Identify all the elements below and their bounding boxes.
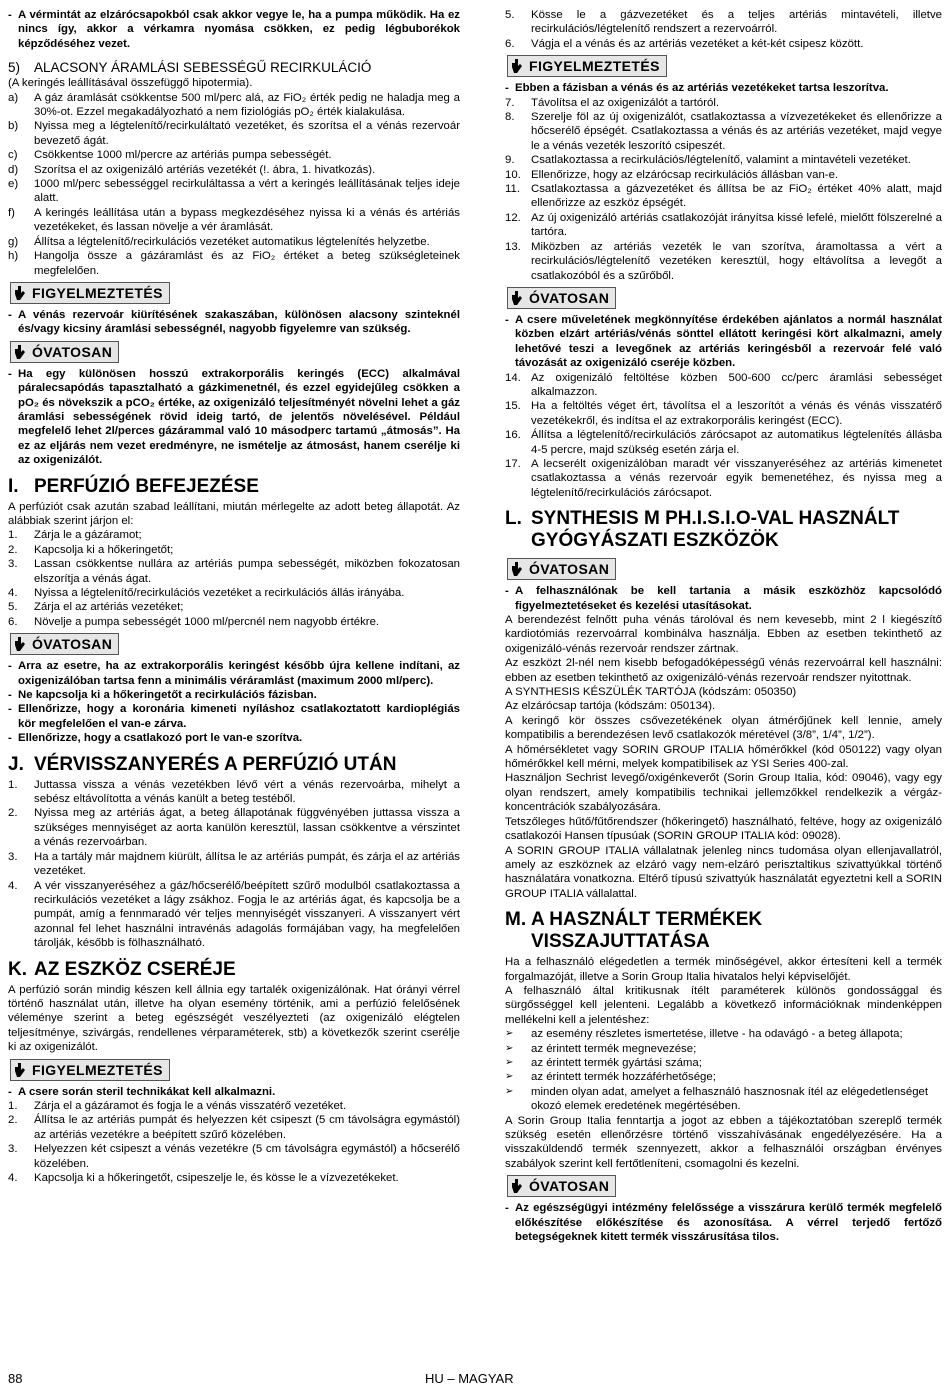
warning-text: - A vénás rezervoár kiürítésének szakaszában, különösen alacsony szinteknél és/vagy kicsiny áramlási sebességnél, nagyobb figyelemre van szükség.	[8, 308, 460, 336]
warning-text: - Ebben a fázisban a vénás és az artériás vezetékeket tartsa leszorítva.	[505, 82, 889, 95]
arrow-bullet-icon: ➢	[505, 1071, 514, 1083]
section-i-list	[8, 528, 460, 629]
list-item: a) A gáz áramlását csökkentse 500 ml/perc alá, az FiO₂ érték pedig ne haladja meg a 30%-ot. Ezzel megakadályozható a nem fiziológiás pO₂ érték kialakulása.	[8, 91, 460, 119]
caution-box: ÓVATOSAN	[507, 287, 616, 309]
list-item: ➢ az érintett termék gyártási száma;	[505, 1056, 702, 1069]
list-item: 2. Nyissa meg az artériás ágat, a beteg állapotának függvényében juttassa vissza a szükséges mennyiséget az aorta kanülön keresztül, lassan csökkentve a vérszintet a vénás rezervoárban.	[8, 807, 460, 849]
section-k-list	[8, 1099, 460, 1185]
caution-item: - Ne kapcsolja ki a hőkeringetőt a recirkulációs fázisban.	[8, 689, 317, 702]
list-item: 13. Miközben az artériás vezeték le van szorítva, áramoltassa a vért a recirkulációs/légtelenítő vezetéken keresztül, hogy eltávolítsa a levegőt a csatlakozóból és a szűrőből.	[505, 240, 942, 282]
list-item: 4. Kapcsolja ki a hőkeringetőt, csipeszelje le, és kösse le a vízvezetékeket.	[8, 1172, 399, 1184]
list-item: g) Állítsa a légtelenítő/recirkulációs vezetéket automatikus légtelenítés helyzetbe.	[8, 235, 430, 248]
list-item: 3. Helyezzen két csipeszt a vénás vezetékre (5 cm távolságra egymástól) a hőcserélő közelében.	[8, 1143, 460, 1170]
list-item: 1. Juttassa vissza a vénás vezetékben lévő vért a vénás rezervoárba, mihelyt a sebész eltávolította a vénás kanült a beteg testéből.	[8, 778, 460, 806]
h5-list	[8, 91, 460, 278]
page-footer	[0, 1364, 950, 1384]
caution-text: - Ha egy különösen hosszú extrakorporális keringés (ECC) alkalmával páralecsapódás tapasztalható a gázkimenetnél, és ezzel egyidejűleg csökken a pO₂ és növekszik a pCO₂ értéke, az oxigenizáló teljesítményét növelni lehet a gáz áramlási sebességének rövid ideig tartó, de jelentős növelésével. Például megfelelő lehet 2l/perces gázárammal való 10 másodperc tartamú „átmosás”. Ha ez az eljárás nem vezet eredményre, ne ismételje az átmosást, hanem cserélje ki az oxigenizálót.	[8, 367, 460, 467]
paragraph: A berendezést felnőtt puha vénás tárolóval és nem kevesebb, mint 2 l kiegészítő kardiotómiás rezervoárral kombinálva használja. Ebben az esetben tekinthető az oxigenizáló-vénás rezervoár rendszer zártnak.	[505, 614, 942, 655]
section-heading-j: J. VÉRVISSZANYERÉS A PERFÚZIÓ UTÁN	[8, 753, 397, 775]
caution-item: - Ellenőrizze, hogy a koronária kimeneti nyíláshoz csatlakoztatott kardioplégiás kör megfelelően el van-e zárva.	[8, 703, 460, 730]
list-item: 10. Ellenőrizze, hogy az elzárócsap recirkulációs állásban van-e.	[505, 168, 839, 181]
warning-box: FIGYELMEZTETÉS	[507, 55, 667, 77]
list-item: 6. Növelje a pumpa sebességét 1000 ml/percnél nem nagyobb értékre.	[8, 615, 380, 628]
paragraph: A hőmérsékletet vagy SORIN GROUP ITALIA hőmérőkkel (kód 050122) vagy olyan hőmérőkkel kell mérni, melyek kompatibilisek az YSI Series 400-zal.	[505, 743, 942, 771]
paragraph: A felhasználó által kritikusnak ítélt paraméterek különös gondossággal és sürgősséggel kell jelenteni. Legalább a következő információknak mindenképpen mellékelni kell a jelentéshez:	[505, 984, 942, 1026]
left-column	[8, 8, 460, 1185]
caution-box: ÓVATOSAN	[10, 633, 119, 655]
list-item: 15. Ha a feltöltés véget ért, távolítsa el a leszorítót a vénás és vénás visszatérő vezetékekről, és indítsa el az extrakorporális keringést (ECC).	[505, 400, 942, 427]
warning-hand-icon	[512, 59, 524, 73]
bullet-list	[505, 1027, 942, 1113]
list-item: 8. Szerelje föl az új oxigenizálót, csatlakoztassa a vízvezetékeket és ellenőrizze a hőcserélő épségét. Csatlakoztassa a vénás és az artériás vezetéket, majd vegye le a vénás vezeték leszorító csipeszét.	[505, 111, 942, 152]
list-item: 5. Kösse le a gázvezetéket és a teljes artériás mintavételi, illetve recirkulációs/légtelenítő rendszert a rezervoárról.	[505, 9, 942, 36]
caution-hand-icon	[512, 562, 524, 576]
list-item: 2. Állítsa le az artériás pumpát és helyezzen két csipeszt (5 cm távolságra egymástól) az artériás vezetékre a beépített szűrő közelében.	[8, 1114, 460, 1141]
paragraph: Az elzárócsap tartója (kódszám: 050134).	[505, 700, 716, 713]
arrow-bullet-icon: ➢	[505, 1085, 514, 1097]
list-item: 16. Állítsa a légtelenítő/recirkulációs zárócsapot az automatikus légtelenítés állásba 4-5 percre, majd szükség esetén zárja el.	[505, 429, 942, 456]
intro-item: - A vérmintát az elzárócsapokból csak akkor vegye le, ha a pumpa működik. Ha ez nincs így, akkor a vérkamra nyomása csökken, ez pedig légbuborékok képződéséhez vezet.	[8, 9, 460, 50]
paragraph: Az eszközt 2l-nél nem kisebb befogadóképességű vénás rezervoárral kell használni: ebben az esetben tekinthető az oxigenizáló-vénás rezervoár rendszer nyitottnak.	[505, 657, 942, 684]
list-item: 3. Ha a tartály már majdnem kiürült, állítsa le az artériás pumpát, és zárja el az artériás vezetéket.	[8, 850, 460, 878]
list-item: 1. Zárja le a gázáramot;	[8, 529, 142, 542]
list-item: 4. A vér visszanyeréséhez a gáz/hőcserélő/beépített szűrő modulból csatlakoztassa a recirkulációs vezetéket a lágy zsákhoz. Fogja le az artériás ágat, és kapcsolja be a pumpát, amíg a fennmaradó vér teljes mennyiségét visszanyeri. A visszanyert vért azonnal fel lehet használni intravénás adagolás formájában vagy, ha megfelelően tárolják, később is fölhasználható.	[8, 879, 460, 950]
language-label: HU – MAGYAR	[425, 1371, 514, 1386]
section-heading-l: L. SYNTHESIS M PH.I.S.I.O-VAL HASZNÁLT GYÓGYÁSZATI ESZKÖZÖK	[505, 508, 900, 552]
list-item: ➢ minden olyan adat, amelyet a felhasználó hasznosnak ítél az elégedetlenséget okozó elemek eredetének megértésében.	[505, 1085, 929, 1113]
list-item: 7. Távolítsa el az oxigenizálót a tartóról.	[505, 96, 720, 109]
right-column	[505, 8, 942, 1244]
warning-box: FIGYELMEZTETÉS	[10, 1059, 170, 1081]
list-item: 4. Nyissa a légtelenítő/recirkulációs vezetéket a recirkulációs állás irányába.	[8, 587, 405, 599]
paragraph: Tetszőleges hűtő/fűtőrendszer (hőkeringető) használható, feltéve, hogy az oxigenizáló csatlakozói Hansen típusúak (SORIN GROUP ITALIA kód: 09028).	[505, 815, 942, 843]
list-item: 5. Zárja el az artériás vezetéket;	[8, 601, 184, 614]
section-intro: A perfúziót csak azután szabad leállítani, miután mérlegelte az adott beteg állapotát. Az alábbiak szerint járjon el:	[8, 500, 460, 527]
paragraph: A SYNTHESIS KÉSZÜLÉK TARTÓJA (kódszám: 050350)	[505, 686, 797, 699]
list-item: 11. Csatlakoztassa a gázvezetéket és állítsa be az FiO₂ értéket 40% alatt, majd ellenőrizze az eszköz épségét.	[505, 183, 942, 210]
arrow-bullet-icon: ➢	[505, 1028, 514, 1040]
items-b-list	[505, 96, 942, 283]
list-item: 14. Az oxigenizáló feltöltése közben 500-600 cc/perc áramlási sebességet alkalmazzon.	[505, 371, 942, 398]
subsection-subtitle: (A keringés leállításával összefüggő hipotermia).	[8, 77, 253, 90]
list-item: 17. A lecserélt oxigenizálóban maradt vér visszanyeréséhez az artériás kimenetet csatlakoztassa a vénás rezervoár egyik bemenetéhez, és nyissa meg a légtelenítő/recirkulációs zárócsapot.	[505, 457, 942, 499]
list-item: f) A keringés leállítása után a bypass megkezdéséhez nyissa ki a vénás és artériás vezetékeket, és lassan növelje a vér áramlását.	[8, 206, 460, 234]
arrow-bullet-icon: ➢	[505, 1056, 514, 1068]
section-heading-i: I. PERFÚZIÓ BEFEJEZÉSE	[8, 475, 259, 497]
list-item: 9. Csatlakoztassa a recirkulációs/légtelenítő, valamint a mintavételi vezetéket.	[505, 154, 911, 167]
items-a-list	[505, 8, 942, 51]
caution-hand-icon	[512, 291, 524, 305]
list-item: 6. Vágja el a vénás és az artériás vezetéket a két-két csipesz között.	[505, 37, 864, 50]
list-item: b) Nyissa meg a légtelenítő/recirkuláltató vezetéket, és szorítsa el a vénás rezervoár bevezető ágát.	[8, 120, 460, 147]
paragraph: A Sorin Group Italia fenntartja a jogot az ebben a tájékoztatóban szereplő termék szükség esetén ellenőrzésre történő visszahívásának engedélyezésére. Ha a visszaküldendő termék szennyezett, akkor a felhasználói országban érvényes szabályok szerint kell fertőtleníteni, csomagolni és kezelni.	[505, 1114, 942, 1170]
list-item: ➢ az érintett termék hozzáférhetősége;	[505, 1071, 716, 1084]
list-item: ➢ az érintett termék megnevezése;	[505, 1042, 697, 1055]
section-intro: A perfúzió során mindig készen kell állnia egy tartalék oxigenizálónak. Hat órányi vérrel történő használat után, illetve ha olyan esemény történik, ami a perfúzió felelősének véleménye szerint a beteg egészségét veszélyezteti (az oxigenizáló elégtelen teljesítménye, szivárgás, rendellenes vérparaméterek, stb) a következők szerint cserélje ki az oxigenizálót.	[8, 983, 460, 1054]
list-item: 2. Kapcsolja ki a hőkeringetőt;	[8, 543, 174, 556]
caution-text: - A csere műveletének megkönnyítése érdekében ajánlatos a normál használat közben elzárt artériás/vénás sönttel ellátott keringési kört alkalmazni, amely lehetővé teszi a levegőnek az artériás keringésből a rezervoár felé való távozását az oxigenizáló cseréje közben.	[505, 313, 942, 370]
caution-box: ÓVATOSAN	[507, 1175, 616, 1197]
arrow-bullet-icon: ➢	[505, 1042, 514, 1054]
caution-hand-icon	[15, 345, 27, 359]
warning-hand-icon	[15, 286, 27, 300]
list-item: 1. Zárja el a gázáramot és fogja le a vénás visszatérő vezetéket.	[8, 1099, 347, 1112]
caution-box: ÓVATOSAN	[10, 341, 119, 363]
caution-hand-icon	[15, 637, 27, 651]
list-item: e) 1000 ml/perc sebességgel recirkuláltassa a vért a keringés leállításának teljes ideje alatt.	[8, 178, 460, 205]
caution-text: - Az egészségügyi intézmény felelőssége a visszárura kerülő termék megfelelő előkészítése előkészítése és azonosítása. A vérrel terjedő fertőző betegségeknek kitett termék visszárusítása tilos.	[505, 1202, 942, 1244]
warning-hand-icon	[15, 1063, 27, 1077]
warning-box: FIGYELMEZTETÉS	[10, 282, 170, 304]
paragraph: A SORIN GROUP ITALIA vállalatnak jelenleg nincs tudomása olyan ellenjavallatról, amely az eszköznek az elzáró vagy nem-elzáró perisztaltikus szivattyúkkal történő használatára vonatkozna. Eltérő típusú szivattyúk használatát egyeztetni kell a SORIN GROUP ITALIA vállalattal.	[505, 844, 942, 900]
section-j-list	[8, 778, 460, 951]
caution-item: - Arra az esetre, ha az extrakorporális keringést később újra kellene indítani, az oxigenizálóban tartsa fenn a minimális véráramlást (maximum 2000 ml/perc).	[8, 660, 460, 687]
subsection-heading: 5) ALACSONY ÁRAMLÁSI SEBESSÉGŰ RECIRKULÁCIÓ	[8, 60, 372, 76]
caution-box: ÓVATOSAN	[507, 558, 616, 580]
paragraph: Ha a felhasználó elégedetlen a termék minőségével, akkor értesíteni kell a termék forgalmazóját, illetve a Sorin Group Italia hivatalos helyi képviselőjét.	[505, 956, 942, 983]
list-item: h) Hangolja össze a gázáramlást és az FiO₂ értéket a beteg szükségleteinek megfelelően.	[8, 250, 460, 277]
page-number: 88	[8, 1371, 23, 1386]
caution-hand-icon	[512, 1179, 524, 1193]
list-item: 12. Az új oxigenizáló artériás csatlakozóját irányítsa kissé lefelé, mielőtt fölszerelné a tartóra.	[505, 211, 942, 239]
caution-item: - Ellenőrizze, hogy a csatlakozó port le van-e szorítva.	[8, 732, 303, 745]
list-item: d) Szorítsa el az oxigenizáló artériás vezetékét (!. ábra, 1. hivatkozás).	[8, 163, 376, 176]
items-c-list	[505, 371, 942, 501]
section-heading-k: K. AZ ESZKÖZ CSERÉJE	[8, 958, 236, 980]
paragraph: Használjon Sechrist levegő/oxigénkeverőt (Sorin Group Italia, kód: 09046), vagy egy olyan rendszert, amely kompatibilis technikai jellemzőkkel rendelkezik a vérgáz-koncentrációk szabályozására.	[505, 772, 942, 814]
caution-text: - A felhasználónak be kell tartania a másik eszközhöz kapcsolódó figyelmeztetéseket és kezelési utasításokat.	[505, 585, 942, 612]
list-item: ➢ az esemény részletes ismertetése, illetve - ha odavágó - a beteg állapota;	[505, 1028, 903, 1041]
section-heading-m: M. A HASZNÁLT TERMÉKEK VISSZAJUTTATÁSA	[505, 909, 763, 953]
list-item: 3. Lassan csökkentse nullára az artériás pumpa sebességét, miközben fokozatosan elszorítja a vénás ágat.	[8, 558, 460, 585]
warning-text: - A csere során steril technikákat kell alkalmazni.	[8, 1085, 276, 1098]
list-item: c) Csökkentse 1000 ml/percre az artériás pumpa sebességét.	[8, 149, 332, 162]
paragraph: A keringő kör összes csővezetékének olyan átmérőjűnek kell lennie, amely kompatibilis a berendezésen levő csatlakozók méretével (3/8”, 1/4”, 1/2”).	[505, 714, 942, 742]
